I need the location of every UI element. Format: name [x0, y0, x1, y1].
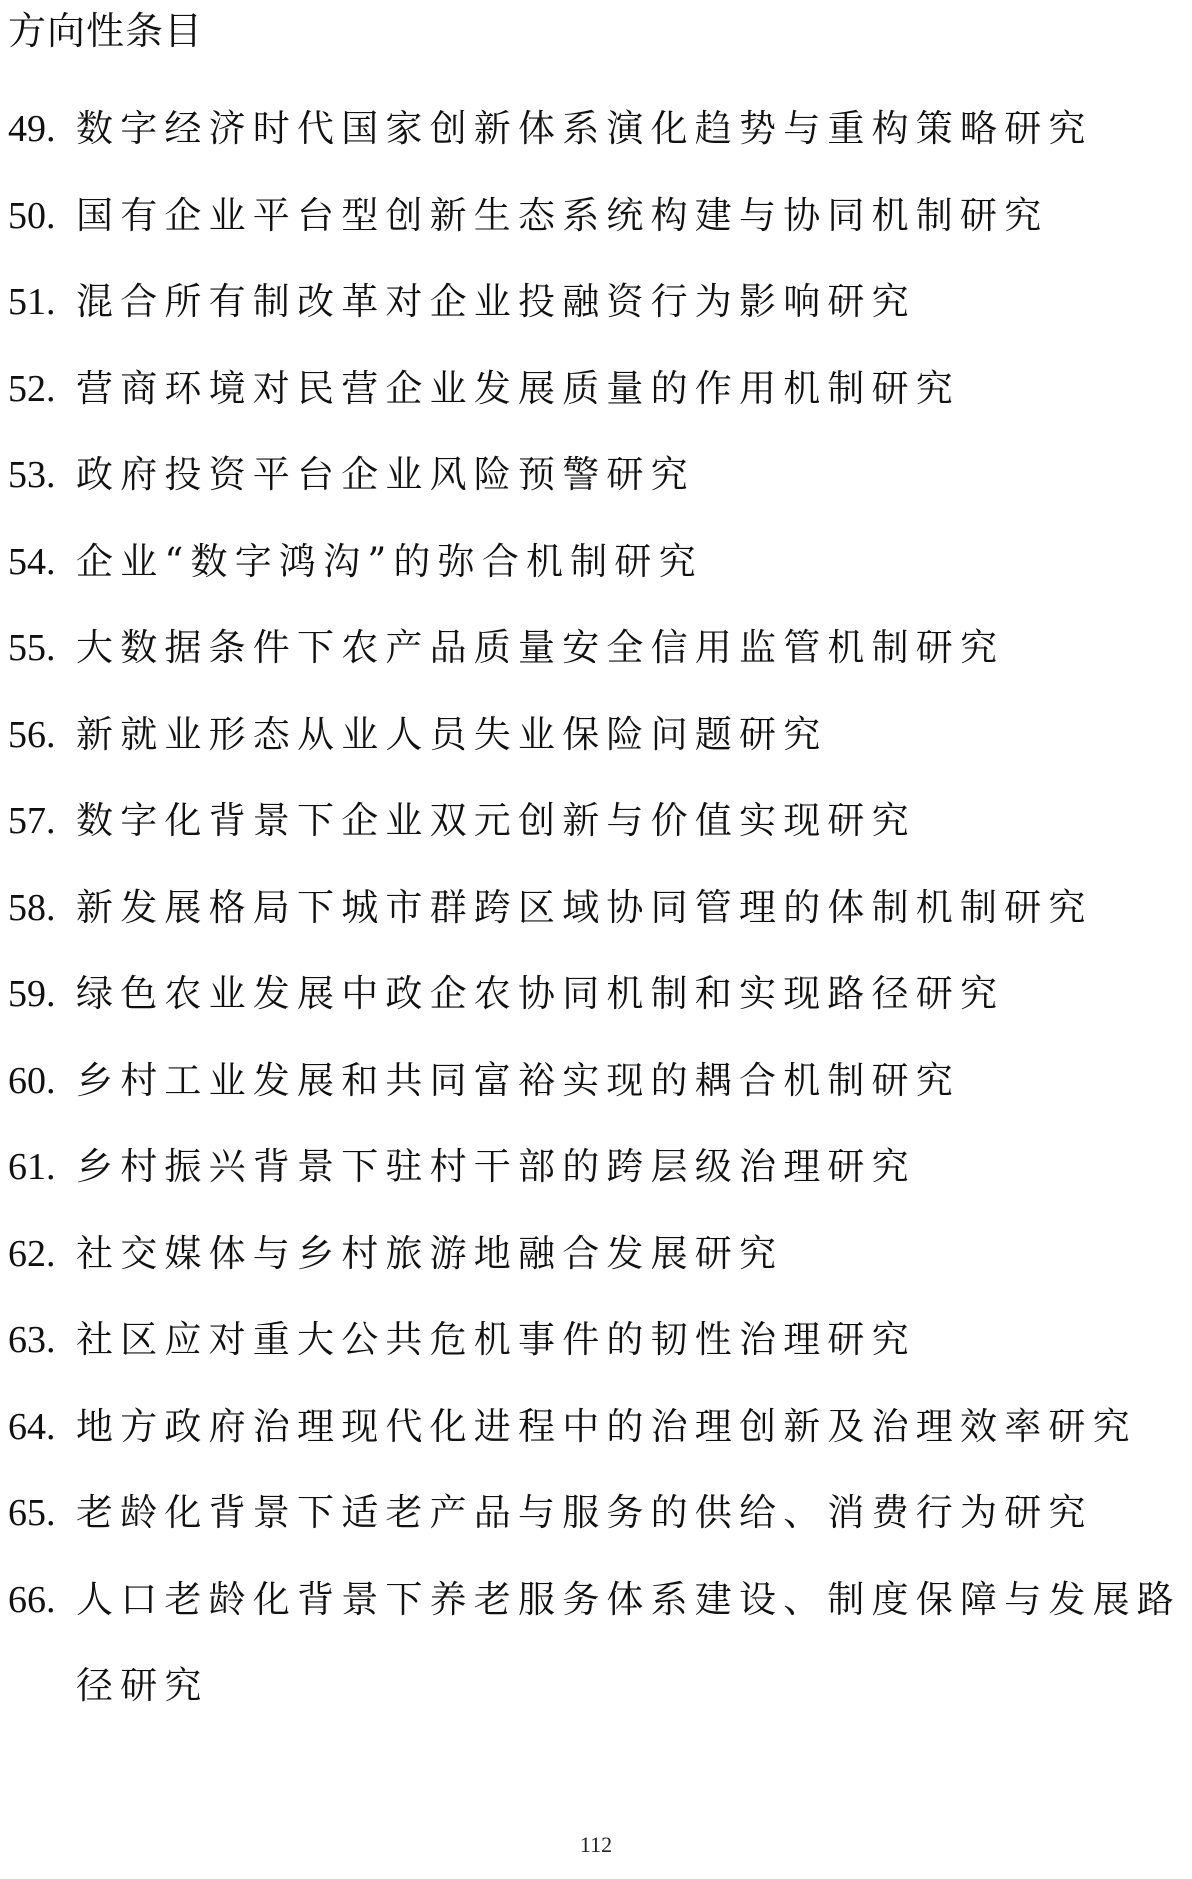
item-text: 乡村振兴背景下驻村干部的跨层级治理研究 — [76, 1145, 916, 1188]
list-item — [8, 605, 1184, 692]
item-number: 65. — [8, 1492, 56, 1534]
list-item — [8, 1384, 1184, 1471]
item-text: 政府投资平台企业风险预警研究 — [76, 453, 695, 496]
item-text: 国有企业平台型创新生态系统构建与协同机制研究 — [76, 193, 1049, 237]
item-text: 乡村工业发展和共同富裕实现的耦合机制研究 — [76, 1058, 960, 1102]
list-item — [8, 1038, 1184, 1125]
list-item — [8, 86, 1184, 173]
item-text: 新发展格局下城市群跨区域协同管理的体制机制研究 — [76, 885, 1093, 929]
item-text: 数字化背景下企业双元创新与价值实现研究 — [76, 799, 916, 842]
list-item — [8, 1297, 1184, 1384]
item-number: 60. — [8, 1059, 56, 1102]
item-text: 社区应对重大公共危机事件的韧性治理研究 — [76, 1318, 916, 1361]
page-number: 112 — [579, 1832, 613, 1857]
item-number: 56. — [8, 713, 56, 756]
item-text: 企业“数字鸿沟”的弥合机制研究 — [76, 539, 703, 583]
list-item — [8, 1557, 1184, 1730]
item-number: 54. — [8, 540, 56, 583]
item-text: 地方政府治理现代化进程中的治理创新及治理效率研究 — [76, 1404, 1137, 1448]
list-item — [8, 259, 1184, 346]
section-heading: 方向性条目 — [8, 9, 204, 53]
item-number: 57. — [8, 800, 56, 842]
item-number: 50. — [8, 194, 56, 237]
list-item — [8, 1211, 1184, 1298]
item-number: 58. — [8, 886, 56, 929]
item-number: 49. — [8, 108, 56, 150]
list-item — [8, 692, 1184, 779]
item-number: 51. — [8, 281, 56, 323]
list-item — [8, 173, 1184, 260]
item-text: 人口老龄化背景下养老服务体系建设、制度保障与发展路径研究 — [76, 1577, 1181, 1707]
item-text: 社交媒体与乡村旅游地融合发展研究 — [76, 1231, 784, 1275]
item-number: 55. — [8, 627, 56, 669]
item-text: 混合所有制改革对企业投融资行为影响研究 — [76, 280, 916, 323]
list-item — [8, 951, 1184, 1038]
item-number: 62. — [8, 1232, 56, 1275]
item-number: 64. — [8, 1405, 56, 1448]
item-text: 老龄化背景下适老产品与服务的供给、消费行为研究 — [76, 1491, 1093, 1534]
item-number: 52. — [8, 367, 56, 410]
list-item — [8, 432, 1184, 519]
item-text: 数字经济时代国家创新体系演化趋势与重构策略研究 — [76, 107, 1093, 150]
list-item — [8, 346, 1184, 433]
list-item — [8, 519, 1184, 606]
topic-list — [8, 86, 1184, 1730]
item-text: 绿色农业发展中政企农协同机制和实现路径研究 — [76, 972, 1005, 1015]
item-number: 53. — [8, 454, 56, 496]
list-item — [8, 1124, 1184, 1211]
list-item — [8, 1470, 1184, 1557]
item-text: 大数据条件下农产品质量安全信用监管机制研究 — [76, 626, 1005, 669]
item-text: 营商环境对民营企业发展质量的作用机制研究 — [76, 366, 960, 410]
item-number: 63. — [8, 1319, 56, 1361]
item-number: 61. — [8, 1146, 56, 1188]
list-item — [8, 865, 1184, 952]
item-text: 新就业形态从业人员失业保险问题研究 — [76, 712, 828, 756]
item-number: 66. — [8, 1578, 56, 1621]
item-number: 59. — [8, 973, 56, 1015]
list-item — [8, 778, 1184, 865]
